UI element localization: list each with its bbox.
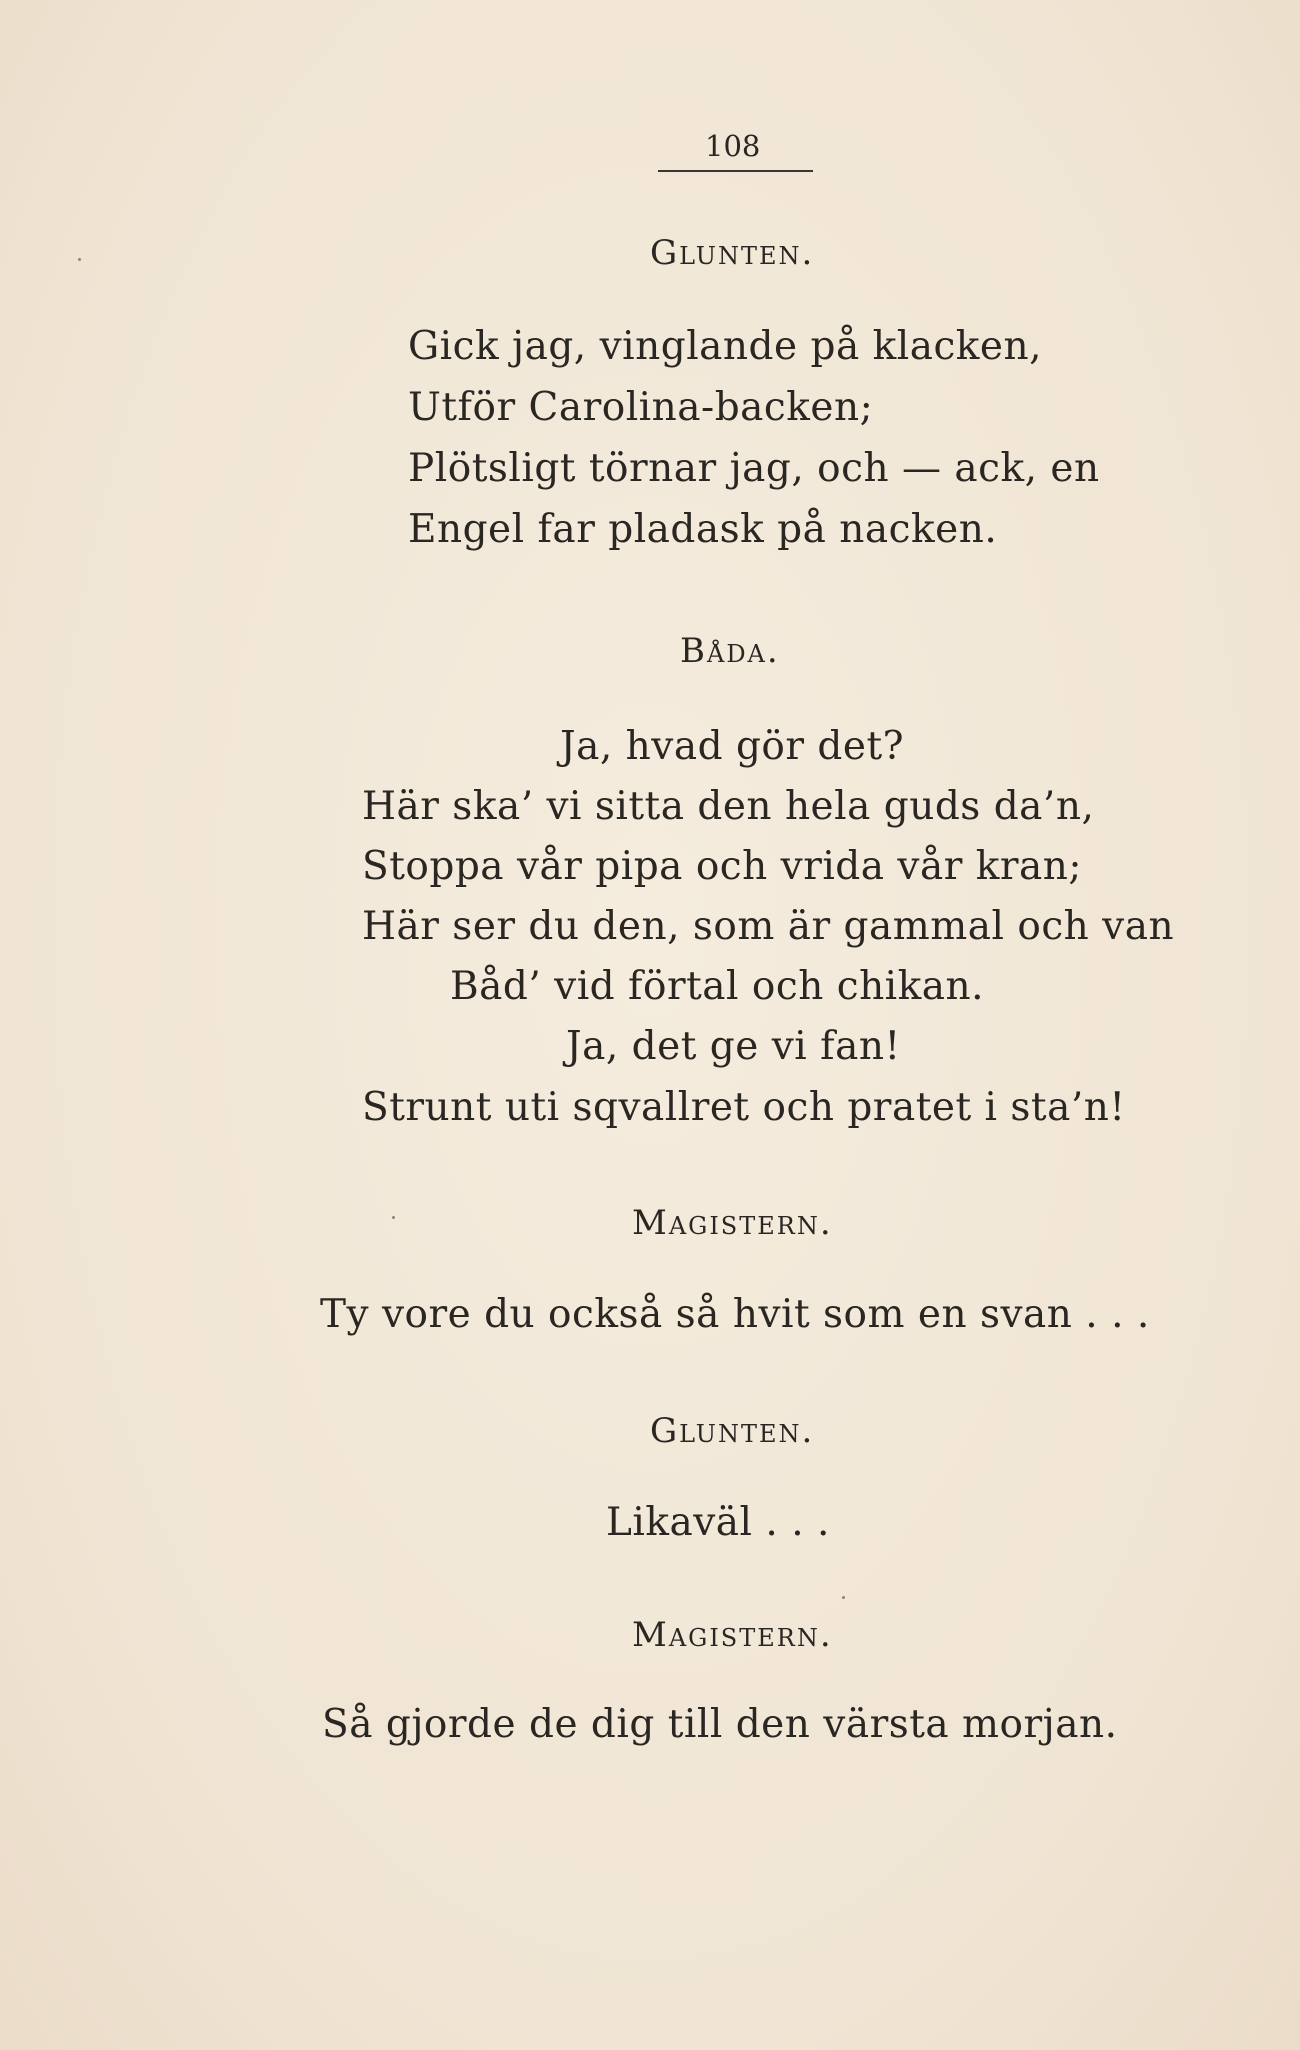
speaker-glunten: Glunten. (650, 233, 815, 273)
verse-line: Ja, hvad gör det? (560, 724, 905, 769)
page-number-rule (658, 170, 813, 172)
verse-line: Likaväl . . . (606, 1500, 830, 1545)
verse-line: Utför Carolina-backen; (408, 385, 874, 430)
verse-line: Plötsligt törnar jag, och — ack, en (408, 446, 1100, 491)
paper-speck (78, 258, 81, 261)
verse-line: Här ser du den, som är gammal och van (362, 904, 1175, 949)
verse-line: Gick jag, vinglande på klacken, (408, 324, 1043, 369)
verse-line: Ja, det ge vi fan! (566, 1024, 901, 1069)
verse-line: Engel far pladask på nacken. (408, 507, 998, 552)
page-number: 108 (705, 129, 761, 163)
paper-speck (392, 1216, 395, 1219)
verse-line: Här ska’ vi sitta den hela guds da’n, (362, 784, 1095, 829)
verse-line: Strunt uti sqvallret och pratet i sta’n! (362, 1085, 1126, 1130)
verse-line: Stoppa vår pipa och vrida vår kran; (362, 844, 1083, 889)
verse-line: Ty vore du också så hvit som en svan . . . (320, 1292, 1150, 1337)
speaker-bada: Båda. (680, 631, 780, 671)
verse-line: Så gjorde de dig till den värsta morjan. (322, 1702, 1118, 1747)
speaker-magistern: Magistern. (632, 1615, 833, 1655)
speaker-glunten: Glunten. (650, 1411, 815, 1451)
speaker-magistern: Magistern. (632, 1203, 833, 1243)
verse-line: Båd’ vid förtal och chikan. (450, 964, 985, 1009)
paper-speck (842, 1596, 845, 1599)
